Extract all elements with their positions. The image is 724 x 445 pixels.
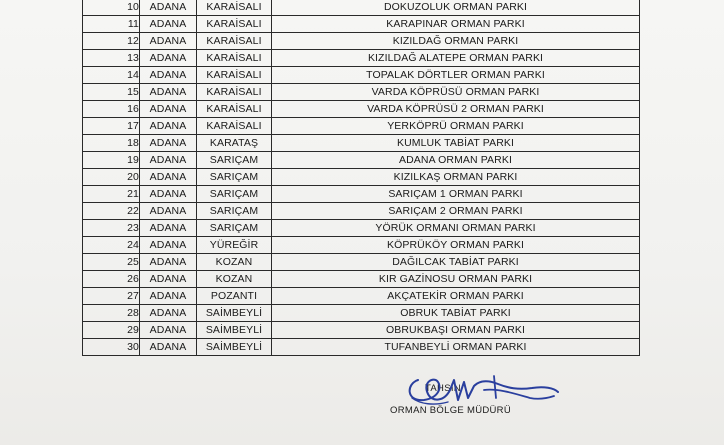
park-name-cell: OBRUK TABİAT PARKI — [272, 305, 640, 322]
province-cell: ADANA — [140, 339, 197, 356]
table-row — [83, 288, 640, 305]
district-cell: KOZAN — [197, 271, 272, 288]
province-cell: ADANA — [140, 67, 197, 84]
table-row — [83, 271, 640, 288]
park-name-cell: KIZILKAŞ ORMAN PARKI — [272, 169, 640, 186]
row-number: 10 — [83, 0, 140, 16]
district-cell: KARAİSALI — [197, 101, 272, 118]
province-cell: ADANA — [140, 84, 197, 101]
table-row — [83, 135, 640, 152]
row-number: 30 — [83, 339, 140, 356]
district-cell: SAİMBEYLİ — [197, 305, 272, 322]
province-cell: ADANA — [140, 254, 197, 271]
row-number: 11 — [83, 16, 140, 33]
row-number: 26 — [83, 271, 140, 288]
table-row — [83, 152, 640, 169]
row-number: 17 — [83, 118, 140, 135]
row-number: 22 — [83, 203, 140, 220]
province-cell: ADANA — [140, 135, 197, 152]
province-cell: ADANA — [140, 118, 197, 135]
handwritten-signature — [398, 368, 568, 418]
row-number: 29 — [83, 322, 140, 339]
district-cell: KOZAN — [197, 254, 272, 271]
park-name-cell: KÖPRÜKÖY ORMAN PARKI — [272, 237, 640, 254]
table-row — [83, 254, 640, 271]
park-name-cell: KIZILDAĞ ALATEPE ORMAN PARKI — [272, 50, 640, 67]
district-cell: POZANTI — [197, 288, 272, 305]
table-row — [83, 237, 640, 254]
park-name-cell: KIZILDAĞ ORMAN PARKI — [272, 33, 640, 50]
park-name-cell: ADANA ORMAN PARKI — [272, 152, 640, 169]
park-name-cell: DAĞILCAK TABİAT PARKI — [272, 254, 640, 271]
table-row — [83, 0, 640, 16]
province-cell: ADANA — [140, 220, 197, 237]
province-cell: ADANA — [140, 203, 197, 220]
row-number: 25 — [83, 254, 140, 271]
park-name-cell: AKÇATEKİR ORMAN PARKI — [272, 288, 640, 305]
row-number: 24 — [83, 237, 140, 254]
district-cell: KARAİSALI — [197, 84, 272, 101]
table-row — [83, 186, 640, 203]
district-cell: KARAİSALI — [197, 118, 272, 135]
table-row — [83, 33, 640, 50]
district-cell: SARIÇAM — [197, 203, 272, 220]
district-cell: YÜREĞİR — [197, 237, 272, 254]
row-number: 12 — [83, 33, 140, 50]
table-row — [83, 50, 640, 67]
province-cell: ADANA — [140, 186, 197, 203]
district-cell: SARIÇAM — [197, 169, 272, 186]
table-row — [83, 118, 640, 135]
row-number: 21 — [83, 186, 140, 203]
province-cell: ADANA — [140, 50, 197, 67]
row-number: 23 — [83, 220, 140, 237]
province-cell: ADANA — [140, 271, 197, 288]
park-name-cell: KIR GAZİNOSU ORMAN PARKI — [272, 271, 640, 288]
park-name-cell: YERKÖPRÜ ORMAN PARKI — [272, 118, 640, 135]
district-cell: SARIÇAM — [197, 220, 272, 237]
park-name-cell: TOPALAK DÖRTLER ORMAN PARKI — [272, 67, 640, 84]
park-name-cell: SARIÇAM 2 ORMAN PARKI — [272, 203, 640, 220]
district-cell: SARIÇAM — [197, 186, 272, 203]
province-cell: ADANA — [140, 305, 197, 322]
table-row — [83, 203, 640, 220]
district-cell: KARAİSALI — [197, 0, 272, 16]
province-cell: ADANA — [140, 101, 197, 118]
province-cell: ADANA — [140, 152, 197, 169]
park-name-cell: VARDA KÖPRÜSÜ 2 ORMAN PARKI — [272, 101, 640, 118]
park-name-cell: VARDA KÖPRÜSÜ ORMAN PARKI — [272, 84, 640, 101]
province-cell: ADANA — [140, 16, 197, 33]
district-cell: KARATAŞ — [197, 135, 272, 152]
park-name-cell: SARIÇAM 1 ORMAN PARKI — [272, 186, 640, 203]
table-row — [83, 169, 640, 186]
park-name-cell: OBRUKBAŞI ORMAN PARKI — [272, 322, 640, 339]
park-name-cell: KUMLUK TABİAT PARKI — [272, 135, 640, 152]
table-row — [83, 322, 640, 339]
row-number: 16 — [83, 101, 140, 118]
table-row — [83, 67, 640, 84]
table-row — [83, 101, 640, 118]
province-cell: ADANA — [140, 0, 197, 16]
park-name-cell: DOKUZOLUK ORMAN PARKI — [272, 0, 640, 16]
province-cell: ADANA — [140, 288, 197, 305]
row-number: 20 — [83, 169, 140, 186]
district-cell: SAİMBEYLİ — [197, 339, 272, 356]
table-row — [83, 305, 640, 322]
parks-table-body — [83, 0, 640, 356]
row-number: 19 — [83, 152, 140, 169]
table-row — [83, 84, 640, 101]
row-number: 15 — [83, 84, 140, 101]
park-name-cell: TUFANBEYLİ ORMAN PARKI — [272, 339, 640, 356]
district-cell: KARAİSALI — [197, 16, 272, 33]
table-row — [83, 16, 640, 33]
district-cell: KARAİSALI — [197, 33, 272, 50]
park-name-cell: YÖRÜK ORMANI ORMAN PARKI — [272, 220, 640, 237]
province-cell: ADANA — [140, 169, 197, 186]
signatory-name: TAHSİN — [425, 383, 461, 394]
table-row — [83, 220, 640, 237]
row-number: 14 — [83, 67, 140, 84]
province-cell: ADANA — [140, 237, 197, 254]
signatory-title: ORMAN BÖLGE MÜDÜRÜ — [390, 405, 511, 416]
province-cell: ADANA — [140, 33, 197, 50]
district-cell: KARAİSALI — [197, 67, 272, 84]
province-cell: ADANA — [140, 322, 197, 339]
table-row — [83, 339, 640, 356]
row-number: 13 — [83, 50, 140, 67]
parks-table — [82, 0, 640, 356]
park-name-cell: KARAPINAR ORMAN PARKI — [272, 16, 640, 33]
row-number: 27 — [83, 288, 140, 305]
row-number: 28 — [83, 305, 140, 322]
row-number: 18 — [83, 135, 140, 152]
district-cell: SARIÇAM — [197, 152, 272, 169]
district-cell: SAİMBEYLİ — [197, 322, 272, 339]
district-cell: KARAİSALI — [197, 50, 272, 67]
